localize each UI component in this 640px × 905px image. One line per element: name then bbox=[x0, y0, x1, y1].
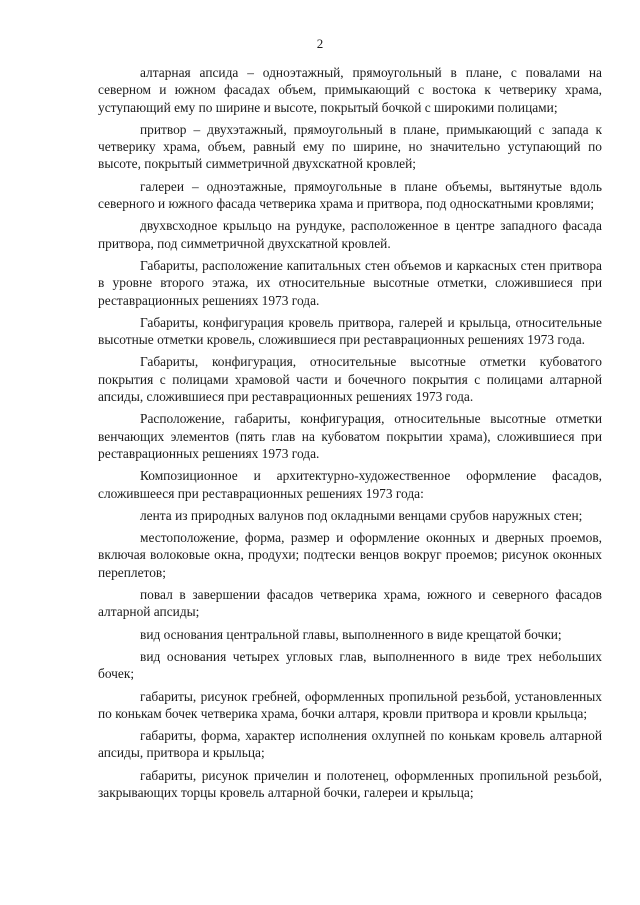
paragraph-walls-dimensions: Габариты, расположение капитальных стен объемов и каркасных стен притвора в уровне второго этажа, их относительные высотные отметки, сложившиеся при реставрационных решениях 1973 года. bbox=[98, 257, 602, 308]
paragraph-facade-design: Композиционное и архитектурно-художественное оформление фасадов, сложившееся при реставрационных решениях 1973 года: bbox=[98, 468, 602, 501]
paragraph-cubic-covering: Габариты, конфигурация, относительные высотные отметки кубоватого покрытия с полицами храмовой части и бочечного покрытия с полицами алтарной апсиды, сложившиеся при реставрационных решениях 1973 года. bbox=[98, 354, 602, 405]
paragraph-okhlupni: габариты, форма, характер исполнения охлупней по конькам кровель алтарной апсиды, притвора и крыльца; bbox=[98, 728, 602, 761]
paragraph-boulder-band: лента из природных валунов под окладными венцами срубов наружных стен; bbox=[140, 507, 583, 523]
document-body bbox=[98, 64, 602, 806]
paragraph-poval: повал в завершении фасадов четверика храма, южного и северного фасадов алтарной апсиды; bbox=[98, 587, 602, 620]
paragraph-openings: местоположение, форма, размер и оформление оконных и дверных проемов, включая волоковые окна, продухи; подтески венцов вокруг проемов; рисунок оконных переплетов; bbox=[98, 530, 602, 580]
paragraph-central-dome-base: вид основания центральной главы, выполненного в виде крещатой бочки; bbox=[140, 626, 562, 642]
paragraph-galleries: галереи – одноэтажные, прямоугольные в плане объемы, вытянутые вдоль северного и южного фасада четверика храма и притвора, под односкатными кровлями; bbox=[98, 178, 602, 212]
paragraph-porch: двухвсходное крыльцо на рундуке, расположенное в центре западного фасада притвора, под симметричной двухскатной кровлей. bbox=[98, 218, 602, 251]
paragraph-narthex: притвор – двухэтажный, прямоугольный в плане, примыкающий с запада к четверику храма, объем, равный ему по ширине, но значительно уступающий по высоте, покрытый симметричной двухскатной кровлей; bbox=[98, 121, 602, 172]
paragraph-roof-configuration: Габариты, конфигурация кровель притвора, галерей и крыльца, относительные высотные отметки кровель, сложившиеся при реставрационных решениях 1973 года. bbox=[98, 314, 602, 348]
paragraph-apse: алтарная апсида – одноэтажный, прямоугольный в плане, с повалами на северном и южном фасадах объем, примыкающий с востока к четверику храма, уступающий ему по ширине и высоте, покрытый бочкой с широкими полицами; bbox=[98, 65, 602, 115]
page-number: 2 bbox=[316, 36, 324, 51]
paragraph-crowning-elements: Расположение, габариты, конфигурация, относительные высотные отметки венчающих элементов (пять глав на кубоватом покрытии храма), сложившиеся при реставрационных решениях 1973 года. bbox=[98, 411, 602, 461]
paragraph-ridge-crests: габариты, рисунок гребней, оформленных пропильной резьбой, установленных по конькам бочек четверика храма, бочки алтаря, кровли притвора и кровли крыльца; bbox=[98, 688, 602, 721]
paragraph-prichelini: габариты, рисунок причелин и полотенец, оформленных пропильной резьбой, закрывающих торцы кровель алтарной бочки, галереи и крыльца; bbox=[98, 767, 602, 800]
paragraph-corner-domes-base: вид основания четырех угловых глав, выполненного в виде трех небольших бочек; bbox=[98, 648, 602, 682]
